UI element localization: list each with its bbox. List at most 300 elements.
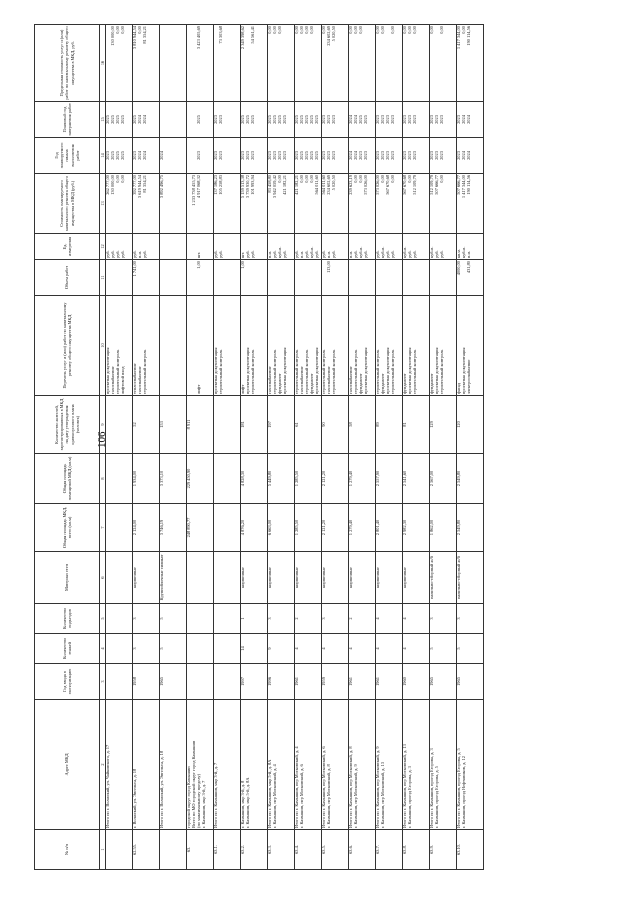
cell-entr: 3 xyxy=(133,604,160,634)
cell-line: 2023 xyxy=(271,151,277,160)
cell-line: г. Камышин, пер Московский, д. 13 xyxy=(379,762,385,828)
cell-cost xyxy=(133,174,160,234)
column-header: Год планируемого начала выполнения работ xyxy=(35,138,100,174)
cell-line: 2023 xyxy=(276,151,282,160)
cell-entr: 3 xyxy=(430,604,457,634)
cell-line: 0,00 xyxy=(375,26,380,34)
cell-line: 0,00 xyxy=(438,175,444,183)
cell-residents: 58 xyxy=(349,396,376,454)
cell-area-prem: 229 450,90 xyxy=(187,454,214,504)
cell-line: 2023 xyxy=(433,115,439,124)
cell-cost xyxy=(430,174,457,234)
cell-mat: кирпичные xyxy=(349,552,376,604)
cell-line: 2023 xyxy=(411,151,417,160)
cell-line: Итого по г. Камышин, проезд Егорова, д. 5 xyxy=(456,748,461,828)
column-number: 8 xyxy=(100,454,106,504)
cell-floors: 3 xyxy=(133,634,160,664)
cell-entr: 1 xyxy=(241,604,268,634)
cell-no: 63.7. xyxy=(376,830,403,870)
cell-unit xyxy=(295,234,322,260)
cell-line: 2025 xyxy=(303,115,309,124)
column-header: Общая площадь МКД, всего (кв.м) xyxy=(35,504,100,552)
cell-line: проектная документация xyxy=(433,347,439,394)
column-number: 14 xyxy=(100,138,106,174)
cell-line: 2023 xyxy=(379,115,385,124)
cell-end xyxy=(322,102,349,138)
cell-unit xyxy=(187,234,214,260)
cell-year: 1965 xyxy=(457,664,484,700)
cell-line: 0,00 xyxy=(357,175,363,183)
cell-area-prem xyxy=(214,454,241,504)
cell-line: 2023 xyxy=(406,115,412,124)
cell-area-prem: 2 121,20 xyxy=(322,454,349,504)
cell-line: 2023 xyxy=(389,151,395,160)
cell-cost xyxy=(295,174,322,234)
cell-line: 2023 xyxy=(294,151,299,160)
cell-vol xyxy=(241,260,268,296)
cell-line: 2023 xyxy=(244,151,250,160)
cell-line: 239 623,19 xyxy=(348,175,353,195)
cell-limit xyxy=(160,25,187,102)
cell-line: проектная документация xyxy=(384,347,390,394)
cell-line xyxy=(251,261,256,294)
cell-line: 2023 xyxy=(213,115,218,124)
cell-addr xyxy=(160,700,187,830)
cell-line: г. Камышин, пер Московский, д. 8 xyxy=(325,764,331,828)
cell-works xyxy=(214,296,241,396)
cell-line: 2023 xyxy=(384,151,390,160)
cell-unit xyxy=(214,234,241,260)
column-header: Количество этажей xyxy=(35,634,100,664)
column-header: Стоимость планируемого капитального ремонта общего имущества в МКД (руб.) xyxy=(35,174,100,234)
cell-line: 0,00 xyxy=(406,175,412,183)
cell-line: 1 233 738 455,73 xyxy=(190,175,196,206)
cell-no: 63.5. xyxy=(322,830,349,870)
cell-line: г. Камышин, проезд Егорова, д. 5 xyxy=(433,766,439,828)
cell-area-prem: 3 373,10 xyxy=(160,454,187,504)
cell-line: 2024 xyxy=(460,115,466,124)
cell-line: руб. xyxy=(217,250,223,258)
cell-line: 0,00 xyxy=(357,26,363,34)
cell-end xyxy=(457,102,484,138)
cell-line xyxy=(315,26,320,100)
cell-line: 5 020,50 xyxy=(330,175,336,191)
cell-line: 2023 xyxy=(195,151,201,160)
cell-cost xyxy=(268,174,295,234)
cell-area-prem: 1 279,40 xyxy=(349,454,376,504)
cell-end xyxy=(241,102,268,138)
cell-line: п.м. xyxy=(298,250,304,258)
cell-area-total: 6 663,00 xyxy=(268,504,295,552)
column-header: Материал стен xyxy=(35,552,100,604)
cell-line: шт. xyxy=(195,251,201,258)
cell-line: руб. xyxy=(433,250,439,258)
cell-limit xyxy=(133,25,160,102)
cell-line: куб.м. xyxy=(429,246,434,258)
cell-line: 2025 xyxy=(362,115,368,124)
cell-end xyxy=(376,102,403,138)
cell-line: Всего по МО городской округ город Камышин xyxy=(190,740,196,828)
cell-addr xyxy=(106,700,133,830)
cell-line: 0,00 xyxy=(352,26,358,34)
cell-line: Итого по г. Камышин, пер Московский, д. 6 xyxy=(321,746,326,828)
cell-line: Итого по г. Камышин, мкр 5-й, д. 8А xyxy=(267,759,272,828)
column-number: 7 xyxy=(100,504,106,552)
cell-line: строительный контроль xyxy=(389,349,395,394)
cell-year: 1961 xyxy=(349,664,376,700)
cell-works xyxy=(241,296,268,396)
cell-addr xyxy=(457,700,484,830)
column-header: Ед. измерения xyxy=(35,234,100,260)
cell-line: руб. xyxy=(249,250,255,258)
cell-cost xyxy=(349,174,376,234)
cell-addr xyxy=(241,700,268,830)
cell-line: 2023 xyxy=(429,115,434,124)
cell-line: п.м. xyxy=(136,250,142,258)
cell-line: 2023 xyxy=(375,151,380,160)
cell-line: 1 417 344,00 xyxy=(456,26,461,50)
cell-limit xyxy=(214,25,241,102)
cell-line: руб. xyxy=(313,250,319,258)
cell-line: 2023 xyxy=(105,151,110,160)
cell-line: руб. xyxy=(213,250,218,258)
cell-line: 2025 xyxy=(119,115,125,124)
cell-line: г. Камышин, мкр 3-й, д. 8 xyxy=(240,780,245,828)
cell-start xyxy=(214,138,241,174)
cell-line: г. Камышин, проезд Нефтяников, д. 12 xyxy=(460,756,466,828)
cell-line: 2024 xyxy=(136,151,142,160)
cell-floors xyxy=(214,634,241,664)
cell-line: 0,00 xyxy=(276,26,282,34)
cell-line: 2025 xyxy=(308,115,314,124)
cell-line: 2025 xyxy=(298,115,304,124)
cell-line: 2025 xyxy=(313,151,319,160)
cell-line: теплоснабжение xyxy=(132,363,137,394)
column-number: 4 xyxy=(100,634,106,664)
column-number: 5 xyxy=(100,604,106,634)
cell-end xyxy=(349,102,376,138)
cell-limit xyxy=(187,25,214,102)
cell-line: 54 561,41 xyxy=(249,26,255,44)
cell-line: 2023 xyxy=(438,115,444,124)
cell-line: руб. xyxy=(105,250,110,258)
cell-line: руб. xyxy=(114,250,120,258)
cell-line: 113,00 xyxy=(325,261,331,273)
cell-line: лифт xyxy=(195,384,201,394)
cell-line: 431,80 xyxy=(465,261,471,274)
column-number: 2 xyxy=(100,700,106,830)
cell-start xyxy=(403,138,430,174)
cell-area-prem: 2 541,60 xyxy=(403,454,430,504)
cell-line: 81 354,21 xyxy=(141,175,147,193)
cell-works xyxy=(430,296,457,396)
cell-line: п.м. xyxy=(348,250,353,258)
cell-line: руб. xyxy=(389,250,395,258)
cell-line: г. Камышин, пер Московский, д. 9 xyxy=(352,764,358,828)
cell-no: 63.8. xyxy=(403,830,430,870)
cell-works xyxy=(376,296,403,396)
cell-line: 101 993,94 xyxy=(249,175,255,195)
cell-line: п.м. xyxy=(267,250,272,258)
cell-start xyxy=(376,138,403,174)
cell-line: п.м. xyxy=(325,250,331,258)
cell-addr xyxy=(430,700,457,830)
cell-line: 2023 xyxy=(379,151,385,160)
cell-entr xyxy=(214,604,241,634)
cell-line: газоснабжение xyxy=(325,366,331,394)
cell-cost xyxy=(457,174,484,234)
cell-line: 2023 xyxy=(389,115,395,124)
cell-line: 3 739 930,72 xyxy=(244,175,250,199)
cell-line: 0,00 xyxy=(308,26,314,34)
cell-line: проектная документация xyxy=(244,347,250,394)
cell-vol xyxy=(322,260,349,296)
cell-mat: кирпичные xyxy=(376,552,403,604)
cell-line: (по максимальному пределу) xyxy=(195,773,201,828)
cell-line: городской округ город Камышин xyxy=(186,766,191,828)
cell-floors: 4 xyxy=(376,634,403,664)
cell-line: лифтовой вход xyxy=(119,366,125,394)
table-row xyxy=(106,25,133,870)
cell-entr: 2 xyxy=(349,604,376,634)
cell-line: 0,00 xyxy=(303,175,309,183)
column-header: Количество жителей, зарегистрированных в МКД на дату утверждения краткосрочного плана (человек) xyxy=(35,396,100,454)
cell-line: 1,00 xyxy=(195,261,201,269)
cell-residents: 120 xyxy=(457,396,484,454)
cell-line: 2025 xyxy=(271,115,277,124)
cell-line: 507 666,77 xyxy=(433,175,439,195)
column-number: 1 xyxy=(100,830,106,870)
cell-start xyxy=(322,138,349,174)
cell-line: проектная документация xyxy=(105,347,110,394)
cell-limit xyxy=(268,25,295,102)
cell-line: строительный контроль xyxy=(114,349,120,394)
cell-line xyxy=(283,26,288,100)
cell-line: куб.м. xyxy=(308,246,314,258)
capital-repair-table xyxy=(34,24,484,870)
cell-line xyxy=(315,261,320,294)
cell-cost xyxy=(187,174,214,234)
cell-line: 573 026,00 xyxy=(375,175,380,195)
column-header: Адрес МКД xyxy=(35,700,100,830)
cell-floors: 5 xyxy=(160,634,187,664)
cell-line: 0,00 xyxy=(114,175,120,183)
cell-floors xyxy=(106,634,133,664)
cell-entr xyxy=(106,604,133,634)
cell-entr xyxy=(187,604,214,634)
cell-works xyxy=(457,296,484,396)
cell-line: г. Камышин, пер Московский, д. 6 xyxy=(298,764,304,828)
cell-end xyxy=(160,102,187,138)
cell-vol xyxy=(214,260,241,296)
cell-vol xyxy=(133,260,160,296)
cell-line: проектная документация xyxy=(406,347,412,394)
cell-line: 2025 xyxy=(109,115,115,124)
cell-residents: 90 xyxy=(322,396,349,454)
cell-unit xyxy=(241,234,268,260)
cell-line: 130 000,00 xyxy=(109,175,115,195)
cell-line xyxy=(219,261,224,294)
cell-line: 2025 xyxy=(132,115,137,124)
cell-year: 1961 xyxy=(376,664,403,700)
cell-line: 2023 xyxy=(402,151,407,160)
cell-mat: кирпичные xyxy=(133,552,160,604)
column-header: Предельная стоимость услуг и (или) работ по капитальному ремонту общего имущества в МКД, руб. xyxy=(35,25,100,102)
cell-line: фундамент xyxy=(402,373,407,394)
cell-line: строительный контроль xyxy=(271,349,277,394)
table-row xyxy=(187,25,214,870)
column-number: 3 xyxy=(100,664,106,700)
cell-year: 1961 xyxy=(295,664,322,700)
cell-area-total: 2 801,40 xyxy=(376,504,403,552)
cell-line: 573 026,00 xyxy=(362,175,368,195)
cell-line: руб. xyxy=(411,250,417,258)
cell-line: г. Камышин, пер Московский, д. 4 xyxy=(271,764,277,828)
cell-cost xyxy=(160,174,187,234)
cell-vol xyxy=(295,260,322,296)
page-number: 106 xyxy=(96,431,108,448)
cell-entr: 4 xyxy=(376,604,403,634)
cell-line: 2025 xyxy=(267,115,272,124)
cell-cost xyxy=(106,174,133,234)
cell-unit xyxy=(133,234,160,260)
cell-works xyxy=(268,296,295,396)
cell-no: 63.9. xyxy=(430,830,457,870)
cell-addr xyxy=(268,700,295,830)
cell-line: 0,00 xyxy=(308,175,314,183)
cell-line: руб. xyxy=(271,250,277,258)
cell-area-total: 1 279,40 xyxy=(349,504,376,552)
cell-line: 4 917 068,32 xyxy=(195,175,201,199)
cell-addr xyxy=(322,700,349,830)
cell-line: 2024 xyxy=(352,115,358,124)
cell-line: кв.м. xyxy=(456,248,461,258)
cell-vol xyxy=(376,260,403,296)
cell-start xyxy=(133,138,160,174)
cell-line xyxy=(121,261,126,294)
cell-line: руб. xyxy=(406,250,412,258)
cell-line: 5 159 513,38 xyxy=(240,175,245,199)
cell-line: 1 741,00 xyxy=(132,261,137,277)
cell-line: 0,00 xyxy=(119,26,125,34)
cell-line: 3 423 405,69 xyxy=(195,26,201,50)
cell-year: 1996 xyxy=(268,664,295,700)
cell-limit xyxy=(376,25,403,102)
cell-vol xyxy=(349,260,376,296)
cell-line: руб. xyxy=(321,250,326,258)
cell-line: 2023 xyxy=(429,151,434,160)
cell-line xyxy=(160,261,165,294)
cell-works xyxy=(403,296,430,396)
cell-line: 73 303,68 xyxy=(217,26,223,44)
cell-cost xyxy=(376,174,403,234)
cell-line: руб. xyxy=(352,250,358,258)
cell-line: 3 810 944,54 xyxy=(132,26,137,50)
cell-line: строительный контроль xyxy=(330,349,336,394)
cell-year: 1958 xyxy=(133,664,160,700)
cell-line: 81 354,21 xyxy=(141,26,147,44)
cell-line: 0,00 xyxy=(119,175,125,183)
cell-line: 2023 xyxy=(438,151,444,160)
cell-line xyxy=(283,261,288,294)
cell-line: 0,00 xyxy=(298,175,304,183)
cell-floors: 4 xyxy=(403,634,430,664)
cell-residents: 89 xyxy=(376,396,403,454)
cell-addr xyxy=(187,700,214,830)
cell-line: Итого по г. Камышин, пер Московский, д. 4 xyxy=(294,746,299,828)
cell-line: 2024 xyxy=(352,151,358,160)
cell-line: 2025 xyxy=(114,115,120,124)
cell-line: 0,00 xyxy=(402,26,407,34)
cell-entr: 3 xyxy=(322,604,349,634)
cell-line: руб. xyxy=(384,250,390,258)
cell-residents xyxy=(214,396,241,454)
cell-mat: Крупноблочные силикат xyxy=(160,552,187,604)
cell-line: 2025 xyxy=(357,115,363,124)
cell-line: 421 182,21 xyxy=(281,175,287,195)
cell-line: 2023 xyxy=(321,151,326,160)
cell-line: 0,00 xyxy=(411,26,417,34)
cell-line: 2024 xyxy=(141,115,147,124)
cell-line: 0,00 xyxy=(271,26,277,34)
cell-line: 2023 xyxy=(406,151,412,160)
cell-line: газоснабжение xyxy=(267,366,272,394)
cell-start xyxy=(187,138,214,174)
cell-area-total: 4 876,20 xyxy=(241,504,268,552)
column-header: Перечень услуг и (или) работ по капитальному ремонту общего имущества МКД xyxy=(35,296,100,396)
cell-line: проектная документация xyxy=(362,347,368,394)
cell-line xyxy=(391,261,396,294)
cell-works xyxy=(160,296,187,396)
cell-line: Итого по г. Камышин, пер Московский, д. 9 xyxy=(375,746,380,828)
cell-entr: 2 xyxy=(295,604,322,634)
cell-start xyxy=(295,138,322,174)
cell-line: куб.м. xyxy=(276,246,282,258)
cell-line: 2025 xyxy=(244,115,250,124)
cell-line: 2025 xyxy=(240,115,245,124)
cell-line: 2023 xyxy=(402,115,407,124)
table-row xyxy=(214,25,241,870)
cell-line: руб. xyxy=(303,250,309,258)
cell-line: 2025 xyxy=(281,115,287,124)
cell-line: руб. xyxy=(375,250,380,258)
cell-line: 2025 xyxy=(105,115,110,124)
cell-line: Итого по г. Камышин, пер Московский, д. 8 xyxy=(348,746,353,828)
cell-line: руб. xyxy=(294,250,299,258)
cell-line: 234 602,69 xyxy=(325,175,331,195)
cell-addr xyxy=(376,700,403,830)
cell-vol xyxy=(430,260,457,296)
cell-line: 2024 xyxy=(348,151,353,160)
cell-no: 63. xyxy=(187,830,214,870)
cell-line: 130 000,00 xyxy=(109,26,115,46)
column-number: 10 xyxy=(100,296,106,396)
cell-line: строительный контроль xyxy=(141,349,147,394)
cell-line: руб. xyxy=(141,250,147,258)
cell-line: газоснабжение xyxy=(109,366,115,394)
cell-line: строительный контроль xyxy=(321,349,326,394)
cell-line: 0,00 xyxy=(114,26,120,34)
cell-unit xyxy=(160,234,187,260)
cell-no: 63.2. xyxy=(241,830,268,870)
cell-mat xyxy=(187,552,214,604)
cell-start xyxy=(160,138,187,174)
cell-line: куб.м. xyxy=(402,246,407,258)
cell-line: 2023 xyxy=(249,151,255,160)
cell-line: 2023 xyxy=(281,151,287,160)
cell-line: Итого по г. Камышин, мкр 3-й, д. 7 xyxy=(213,762,218,828)
cell-line xyxy=(160,26,165,100)
